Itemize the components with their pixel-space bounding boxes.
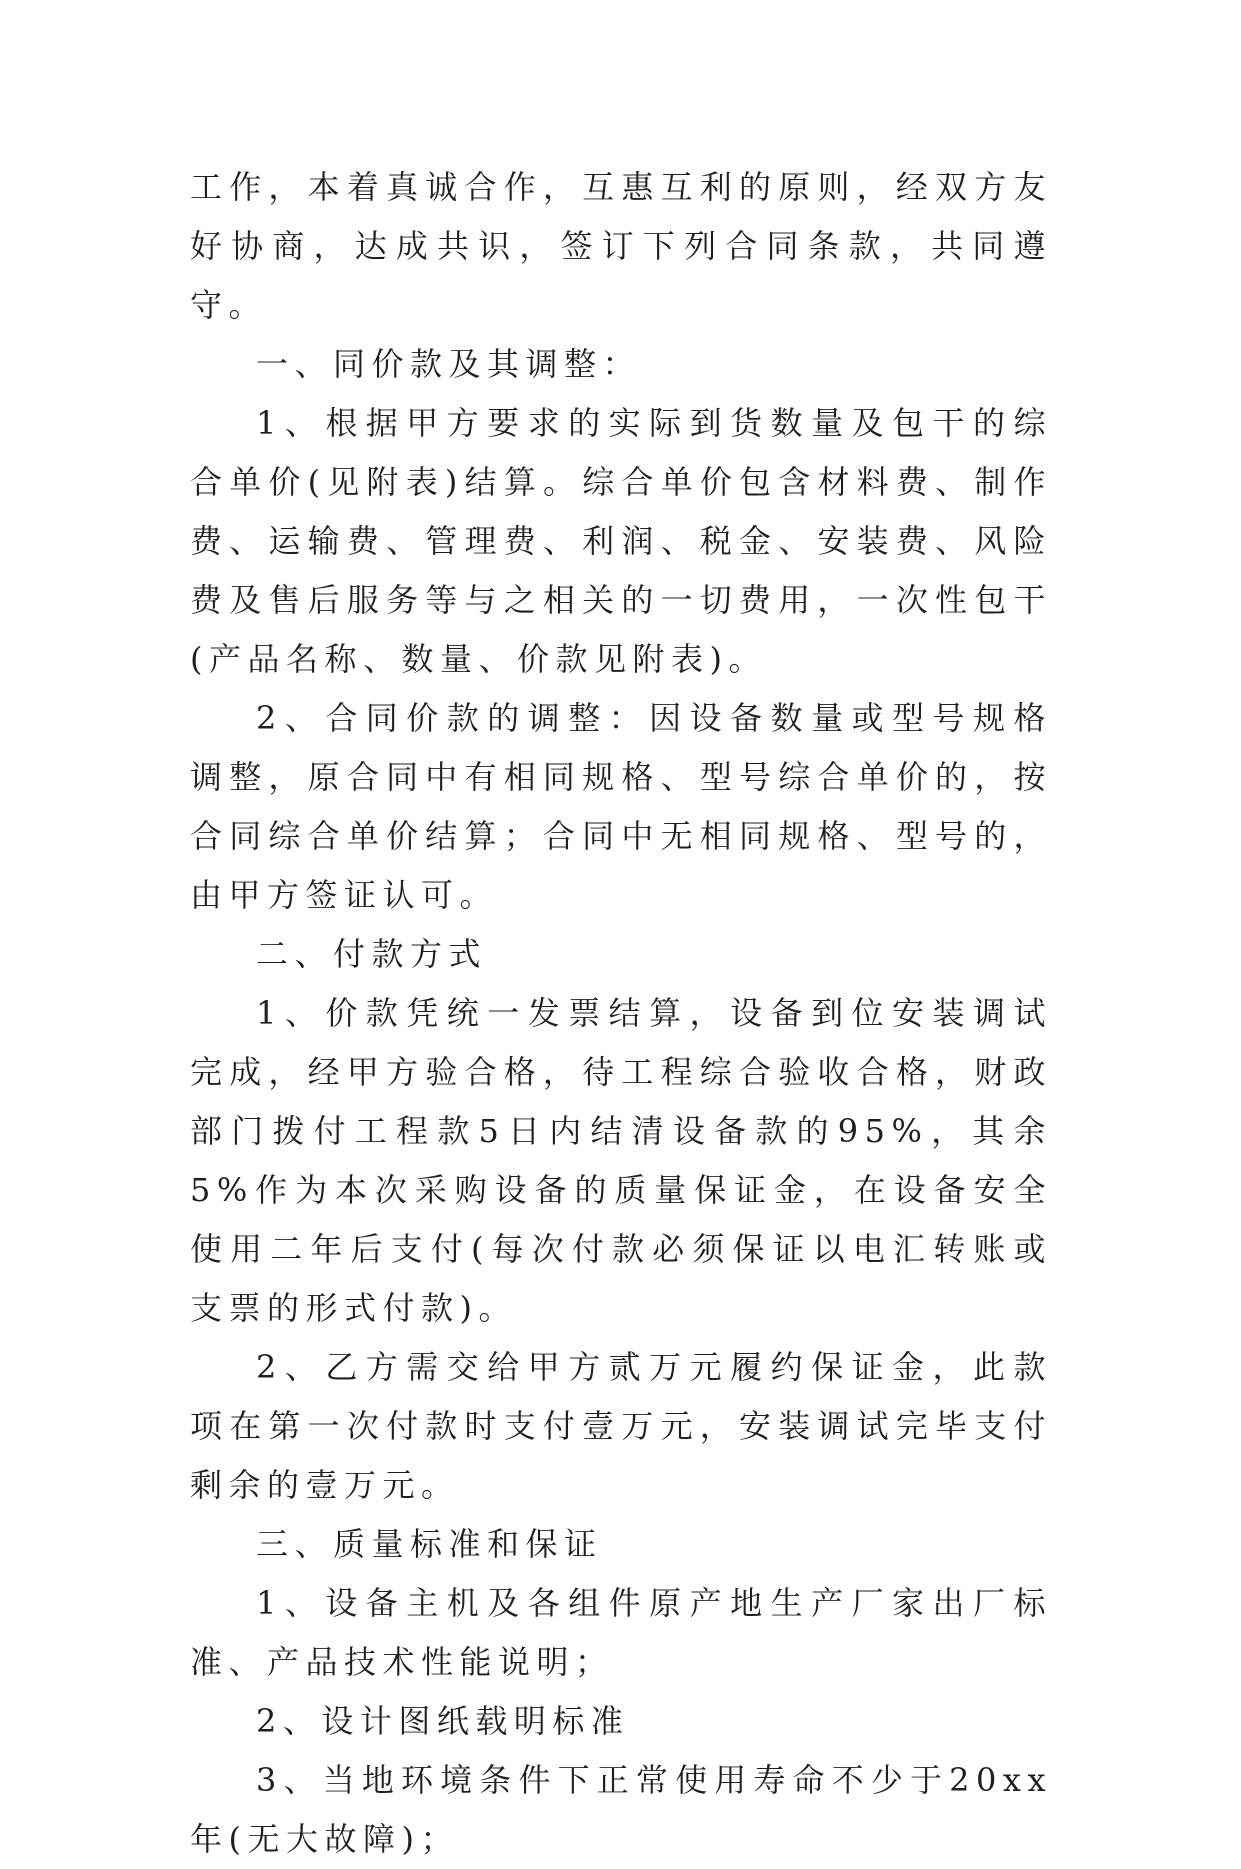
paragraph-quality-item-2: 2、设计图纸载明标准 bbox=[256, 1702, 630, 1740]
section-heading-payment: 二、付款方式 bbox=[256, 935, 488, 973]
paragraph-payment-item-1: 1、价款凭统一发票结算，设备到位安装调试完成，经甲方验合格，待工程综合验收合格，财政部门拨付工程款5日内结清设备款的95%，其余5%作为本次采购设备的质量保证金，在设备安全使用二年后支付(每次付款必须保证以电汇转账或支票的形式付款)。 bbox=[190, 994, 1052, 1327]
paragraph-payment-item-2: 2、乙方需交给甲方贰万元履约保证金，此款项在第一次付款时支付壹万元，安装调试完毕支付剩余的壹万元。 bbox=[190, 1348, 1052, 1504]
paragraph-price-item-2: 2、合同价款的调整：因设备数量或型号规格调整，原合同中有相同规格、型号综合单价的，按合同综合单价结算；合同中无相同规格、型号的，由甲方签证认可。 bbox=[190, 699, 1052, 914]
paragraph-quality-item-3: 3、当地环境条件下正常使用寿命不少于20xx年(无大故障)； bbox=[190, 1761, 1052, 1858]
section-heading-quality: 三、质量标准和保证 bbox=[256, 1525, 603, 1563]
paragraph-price-item-1: 1、根据甲方要求的实际到货数量及包干的综合单价(见附表)结算。综合单价包含材料费、制作费、运输费、管理费、利润、税金、安装费、风险费及售后服务等与之相关的一切费用，一次性包干(产品名称、数量、价款见附表)。 bbox=[190, 404, 1052, 678]
document-body bbox=[190, 158, 1052, 1869]
section-heading-price: 一、同价款及其调整： bbox=[256, 345, 642, 383]
paragraph-quality-item-1: 1、设备主机及各组件原产地生产厂家出厂标准、产品技术性能说明； bbox=[190, 1584, 1052, 1681]
paragraph-continuation: 工作，本着真诚合作，互惠互利的原则，经双方友好协商，达成共识，签订下列合同条款，共同遵守。 bbox=[190, 168, 1052, 324]
